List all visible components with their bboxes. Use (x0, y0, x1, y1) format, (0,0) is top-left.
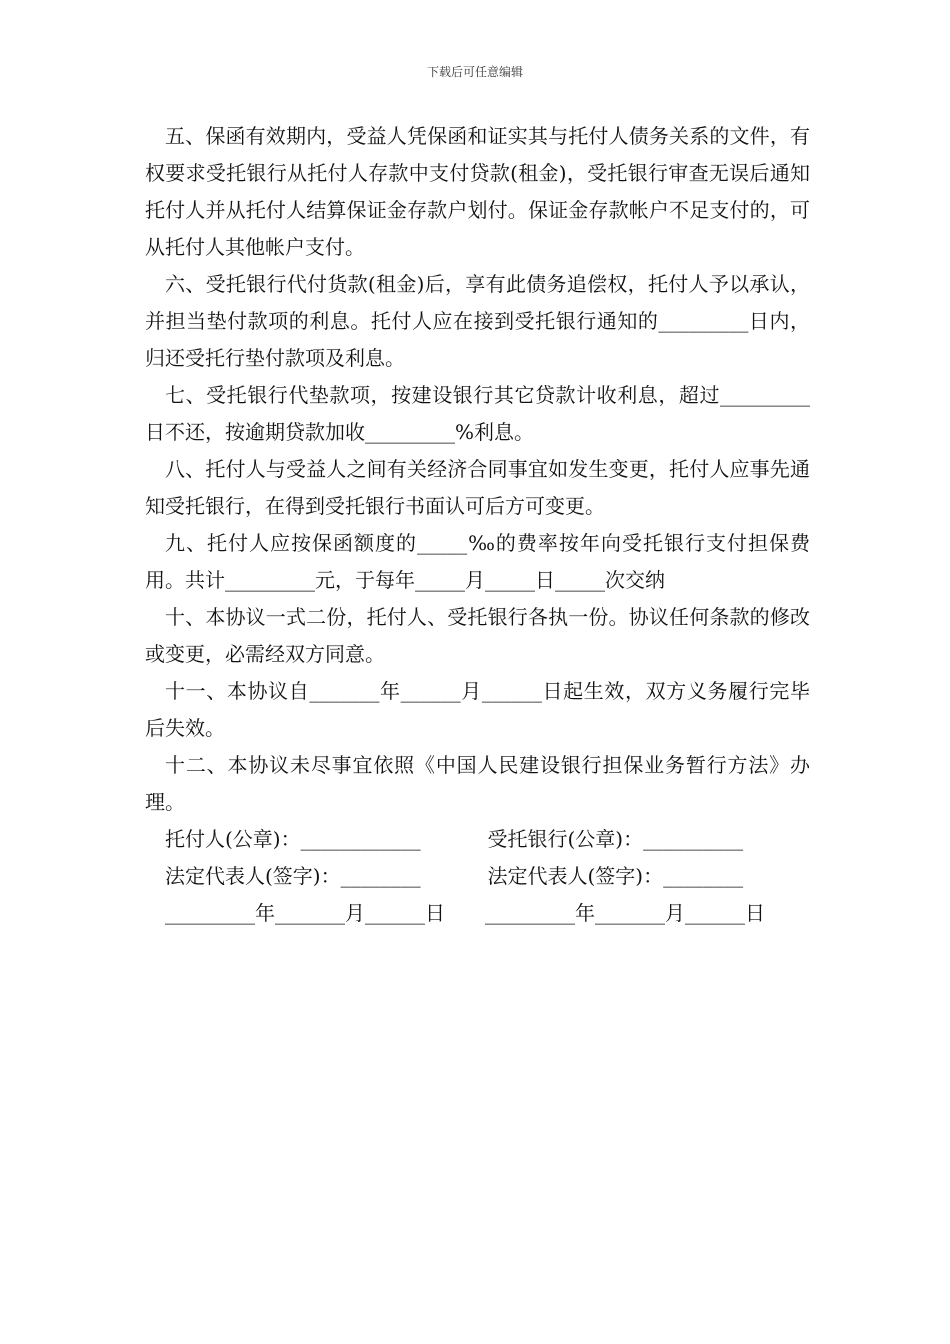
clause-8: 八、托付人与受益人之间有关经济合同事宜如发生变更，托付人应事先通知受托银行，在得到受托银行书面认可后方可变更。 (145, 457, 810, 518)
document-body (145, 118, 810, 932)
signature-date-line: _________年_______月______日 _________年_______月______日 (165, 901, 765, 925)
clause-11: 十一、本协议自_______年______月______日起生效，双方义务履行完毕后失效。 (145, 679, 810, 740)
signature-row-seal (145, 821, 810, 858)
page-header: 下载后可任意编辑 (426, 65, 523, 79)
clause-10: 十、本协议一式二份，托付人、受托银行各执一份。协议任何条款的修改或变更，必需经双方同意。 (145, 605, 810, 666)
principal-representative-line: 法定代表人(签字)：________ (165, 864, 421, 888)
clause-5: 五、保函有效期内，受益人凭保函和证实其与托付人债务关系的文件，有权要求受托银行从托付人存款中支付贷款(租金)，受托银行审查无误后通知托付人并从托付人结算保证金存款户划付。保证金存款帐户不足支付的，可从托付人其他帐户支付。 (145, 124, 810, 259)
clause-6: 六、受托银行代付货款(租金)后，享有此债务追偿权，托付人予以承认，并担当垫付款项的利息。托付人应在接到受托银行通知的_________日内，归还受托行垫付款项及利息。 (145, 272, 810, 370)
clause-7: 七、受托银行代垫款项，按建设银行其它贷款计收利息，超过_________日不还，按逾期贷款加收_________%利息。 (145, 383, 810, 444)
bank-seal-line: 受托银行(公章)：__________ (487, 827, 744, 851)
bank-representative-line: 法定代表人(签字)：________ (487, 864, 744, 888)
principal-seal-line: 托付人(公章)：____________ (165, 827, 421, 851)
clause-9: 九、托付人应按保函额度的_____‰的费率按年向受托银行支付担保费用。共计_________元，于每年_____月_____日_____次交纳 (145, 531, 810, 592)
signature-row-representative (145, 858, 810, 895)
clause-12: 十二、本协议未尽事宜依照《中国人民建设银行担保业务暂行方法》办理。 (145, 753, 810, 814)
